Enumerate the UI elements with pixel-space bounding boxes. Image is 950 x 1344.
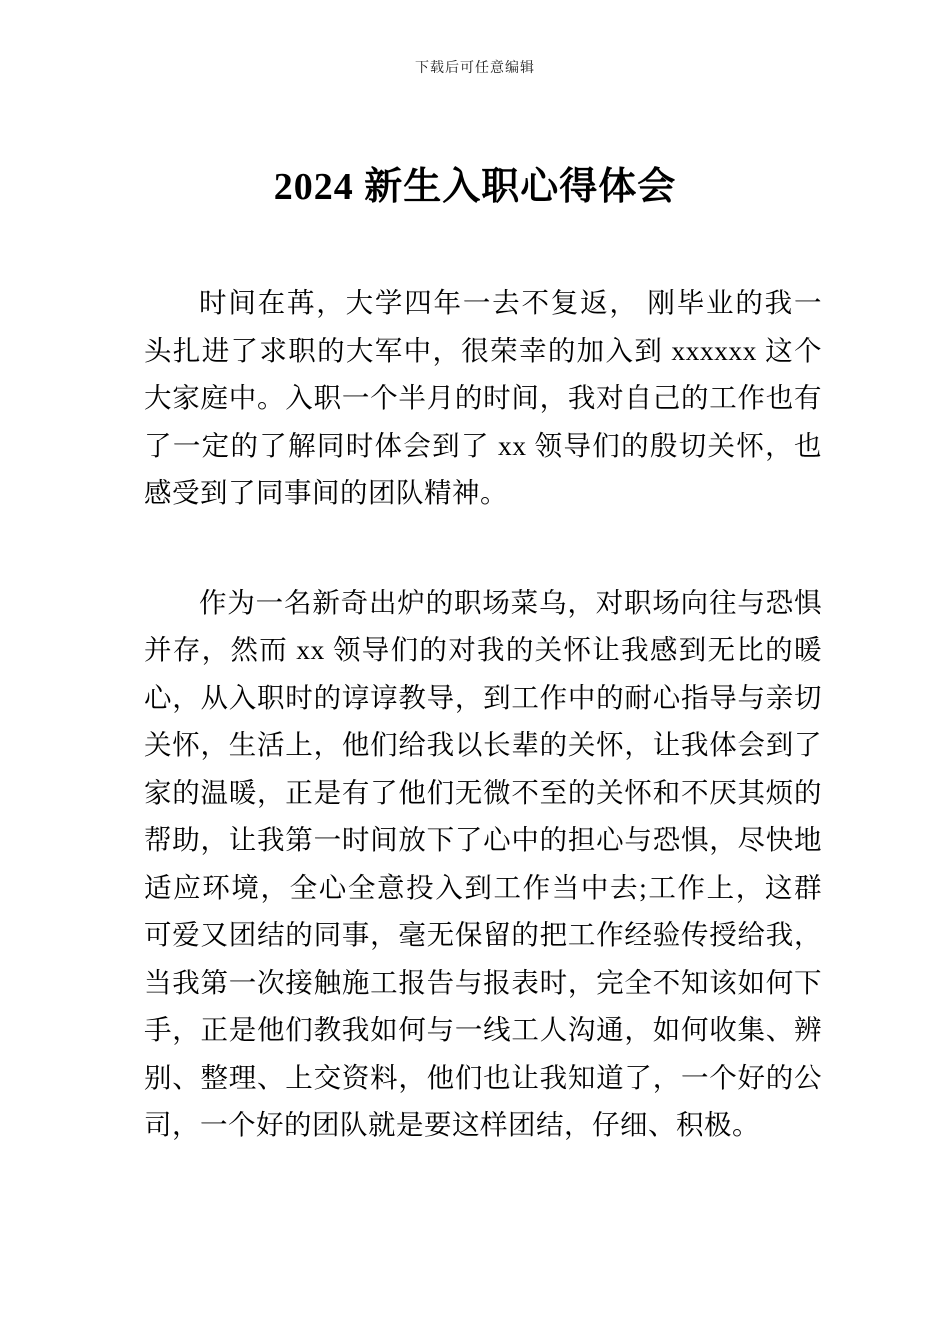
paragraph-2: 作为一名新奇出炉的职场菜乌，对职场向往与恐惧并存，然而 xx 领导们的对我的关怀让我感到无比的暖心，从入职时的谆谆教导，到工作中的耐心指导与亲切关怀，生活上，他们给我以长辈的关怀，让我体会到了家的温暖，正是有了他们无微不至的关怀和不厌其烦的帮助，让我第一时间放下了心中的担心与恐惧，尽快地适应环境，全心全意投入到工作当中去;工作上，这群可爱又团结的同事，毫无保留的把工作经验传授给我，当我第一次接触施工报告与报表时，完全不知该如何下手，正是他们教我如何与一线工人沟通，如何收集、辨别、整理、上交资料，他们也让我知道了，一个好的公司，一个好的团队就是要这样团结，仔细、积极。 [144,586,822,1141]
document-body [144,279,822,1149]
page-header-text: 下载后可任意编辑 [415,61,535,76]
document-title: 2024 新生入职心得体会 [273,165,677,208]
paragraph-1: 时间在苒，大学四年一去不复返， 刚毕业的我一头扎进了求职的大军中，很荣幸的加入到 xxxxxx 这个大家庭中。入职一个半月的时间，我对自己的工作也有了一定的了解同时体会到了 xx 领导们的殷切关怀，也感受到了同事间的团队精神。 [144,287,822,509]
